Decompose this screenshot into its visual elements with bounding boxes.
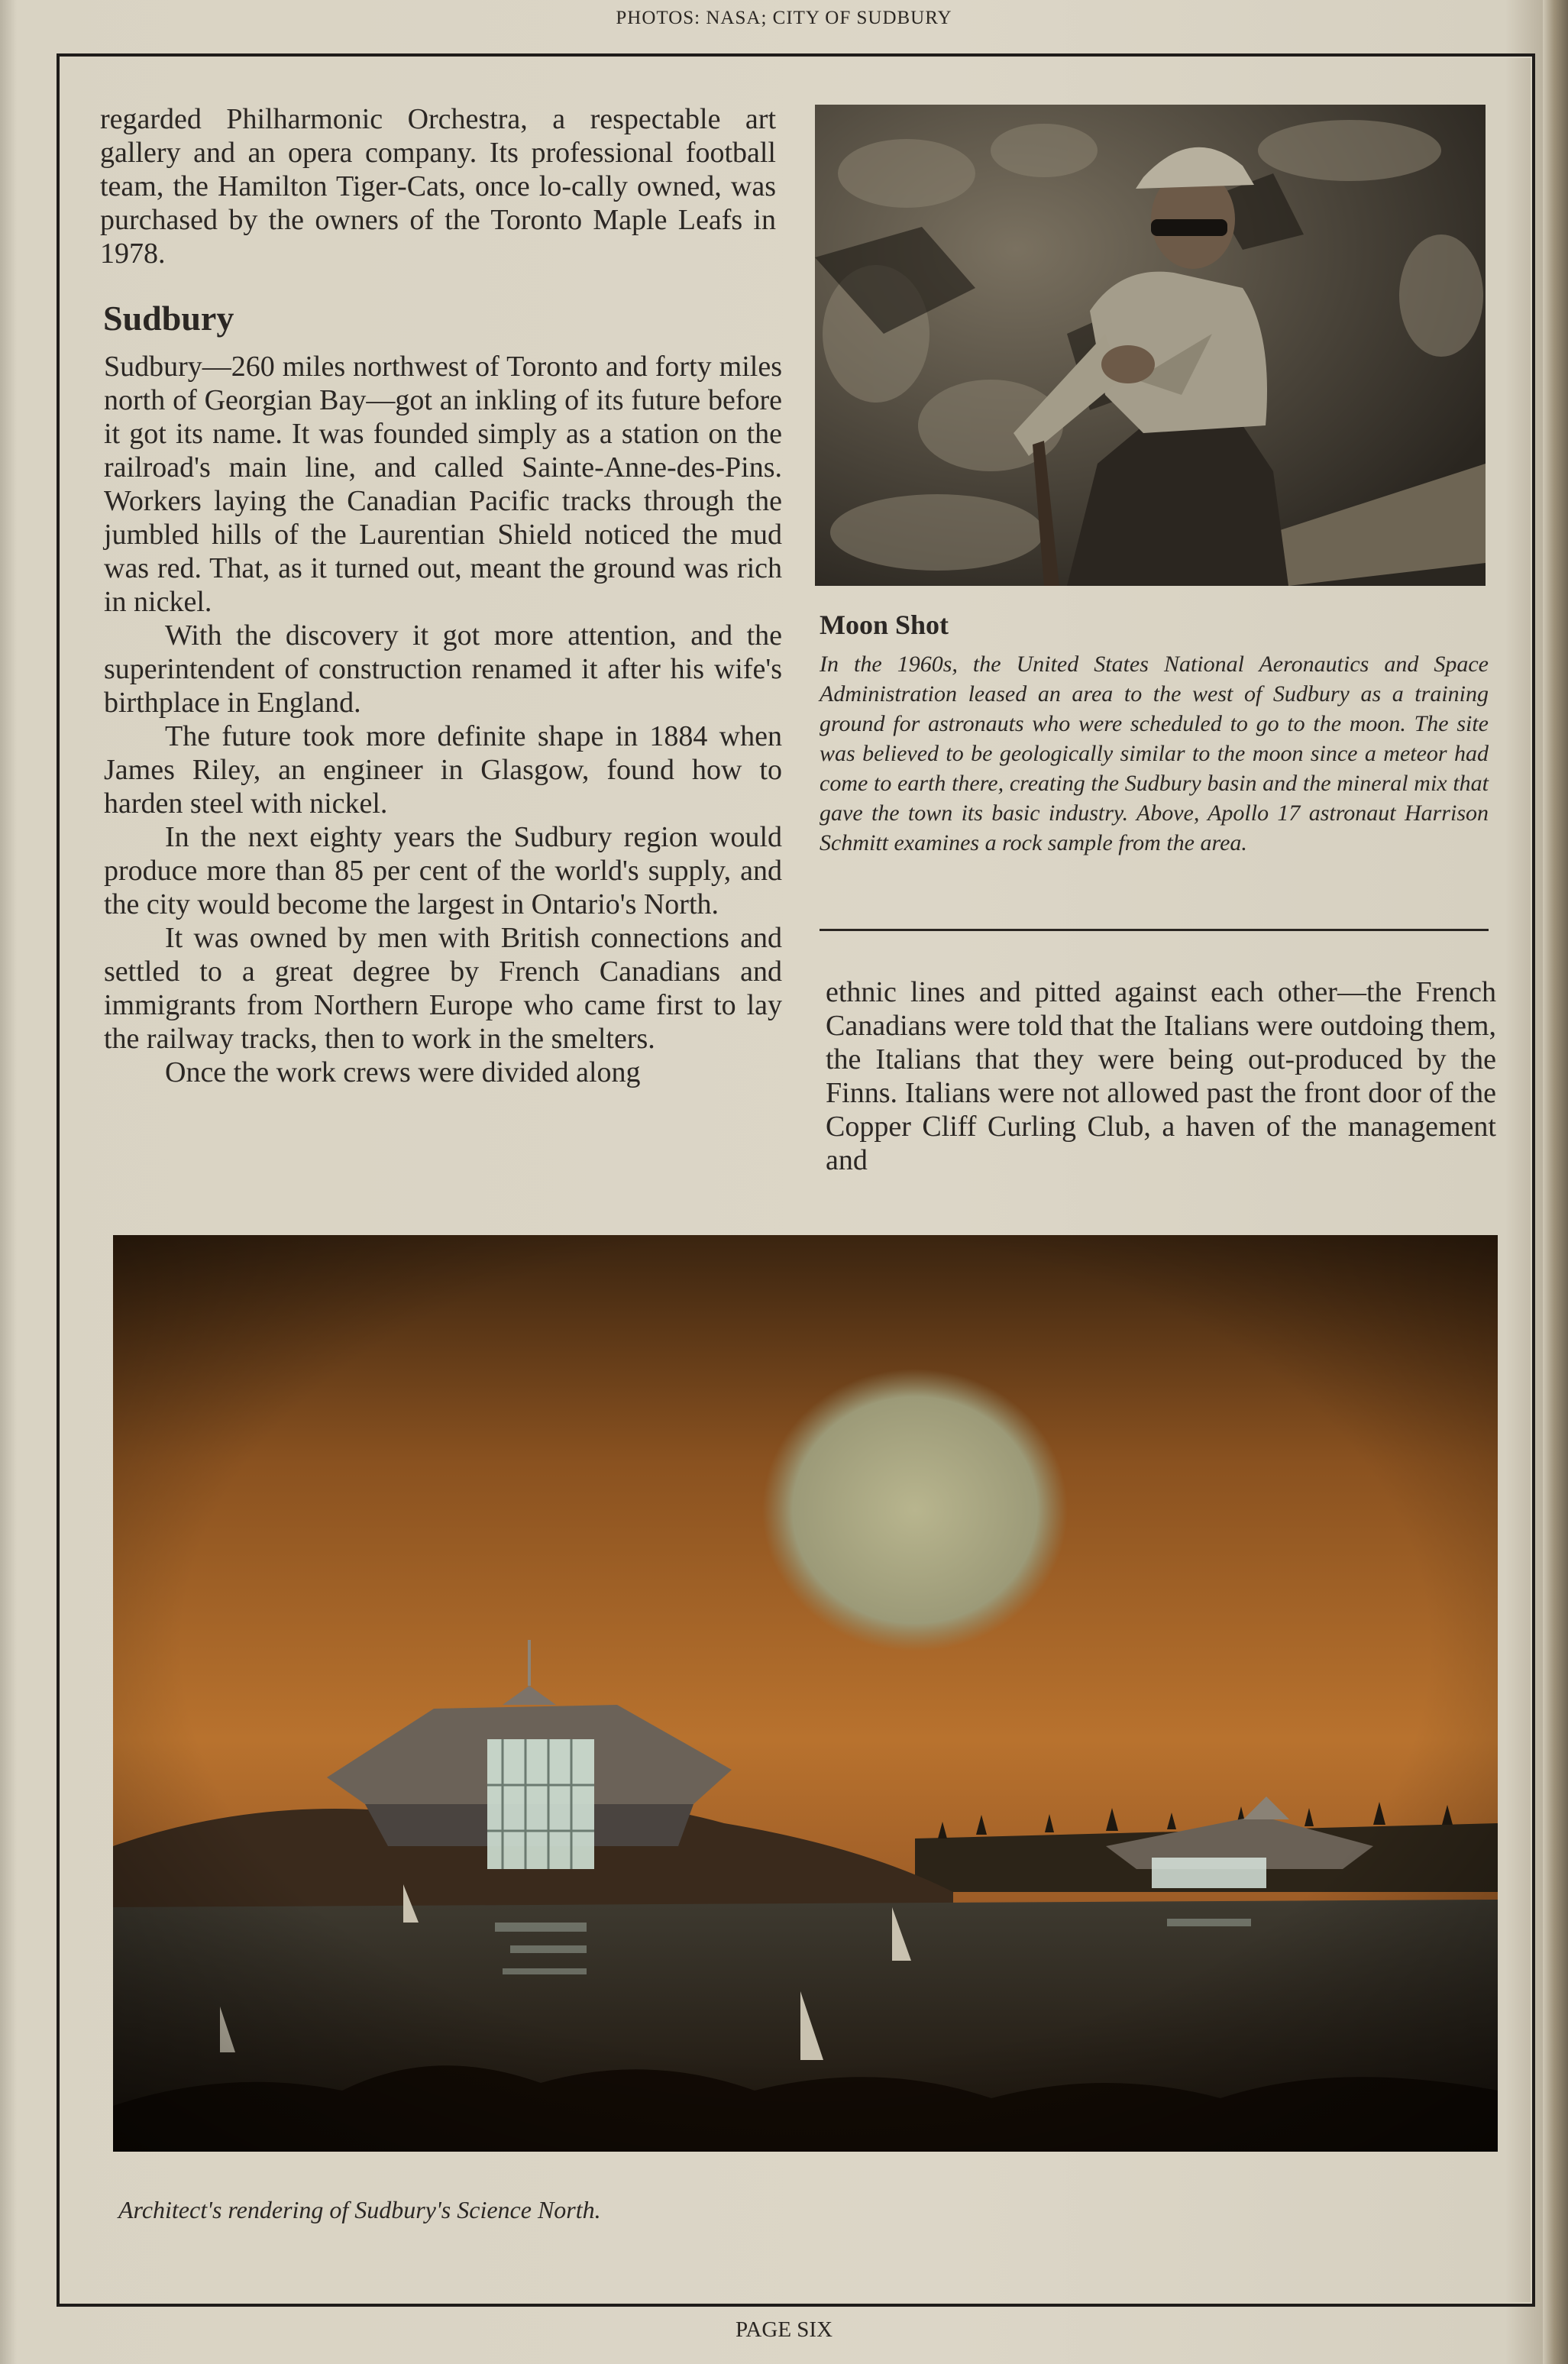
astronaut-photo xyxy=(815,105,1486,586)
article-paragraph-3: The future took more definite shape in 1884 when James Riley, an engineer in Glasgow, found how to harden steel with nickel. xyxy=(104,720,782,820)
article-paragraph-6: Once the work crews were divided along xyxy=(165,1056,641,1088)
article-continued-paragraph: ethnic lines and pitted against each other—the French Canadians were told that the Italians were outdoing them, the Italians that they were being out-produced by the Finns. Italians were not allowed past the front door of the Copper Cliff Curling Club, a haven of the management and xyxy=(826,976,1496,1176)
rendering-caption: Architect's rendering of Sudbury's Science North. xyxy=(118,2196,601,2223)
sidebar-divider xyxy=(820,929,1489,931)
section-heading: Sudbury xyxy=(103,299,234,338)
article-right-column xyxy=(826,975,1496,1177)
page-spine-edge xyxy=(1543,0,1568,2364)
article-paragraph-4: In the next eighty years the Sudbury region would produce more than 85 per cent of the world's supply, and the city would become the largest in Ontario's North. xyxy=(104,821,782,920)
sidebar-title: Moon Shot xyxy=(820,610,949,640)
astronaut-photo-illustration xyxy=(815,105,1486,586)
page-number: PAGE SIX xyxy=(735,2317,833,2342)
intro-paragraph-block xyxy=(100,102,776,270)
article-paragraph-2: With the discovery it got more attention, and the superintendent of construction renamed it after his wife's birthplace in England. xyxy=(104,619,782,719)
article-left-column xyxy=(104,350,782,1089)
article-paragraph-1: Sudbury—260 miles northwest of Toronto and forty miles north of Georgian Bay—got an inkling of its future before it got its name. It was founded simply as a station on the railroad's main line, and called Sainte-Anne-des-Pins. Workers laying the Canadian Pacific tracks through the jumbled hills of the Laurentian Shield noticed the mud was red. That, as it turned out, meant the ground was rich in nickel. xyxy=(104,351,782,618)
article-paragraph-5: It was owned by men with British connections and settled to a great degree by French Canadians and immigrants from Northern Europe who came first to lay the railway tracks, then to work in the smelters. xyxy=(104,922,782,1055)
science-north-rendering xyxy=(113,1235,1498,2152)
intro-paragraph: regarded Philharmonic Orchestra, a respectable art gallery and an opera company. Its professional football team, the Hamilton Tiger-Cats, once lo-cally owned, was purchased by the owners of the Toronto Maple Leafs in 1978. xyxy=(100,103,776,270)
sidebar-caption: In the 1960s, the United States National Aeronautics and Space Administration leased an area to the west of Sudbury as a training ground for astronauts who were scheduled to go to the moon. The site was believed to be geologically similar to the moon since a meteor had come to earth there, creating the Sudbury basin and the mineral mix that gave the town its basic industry. Above, Apollo 17 astronaut Harrison Schmitt examines a rock sample from the area. xyxy=(820,652,1489,855)
science-north-illustration xyxy=(113,1235,1498,2152)
photo-credit: PHOTOS: NASA; CITY OF SUDBURY xyxy=(616,8,952,28)
